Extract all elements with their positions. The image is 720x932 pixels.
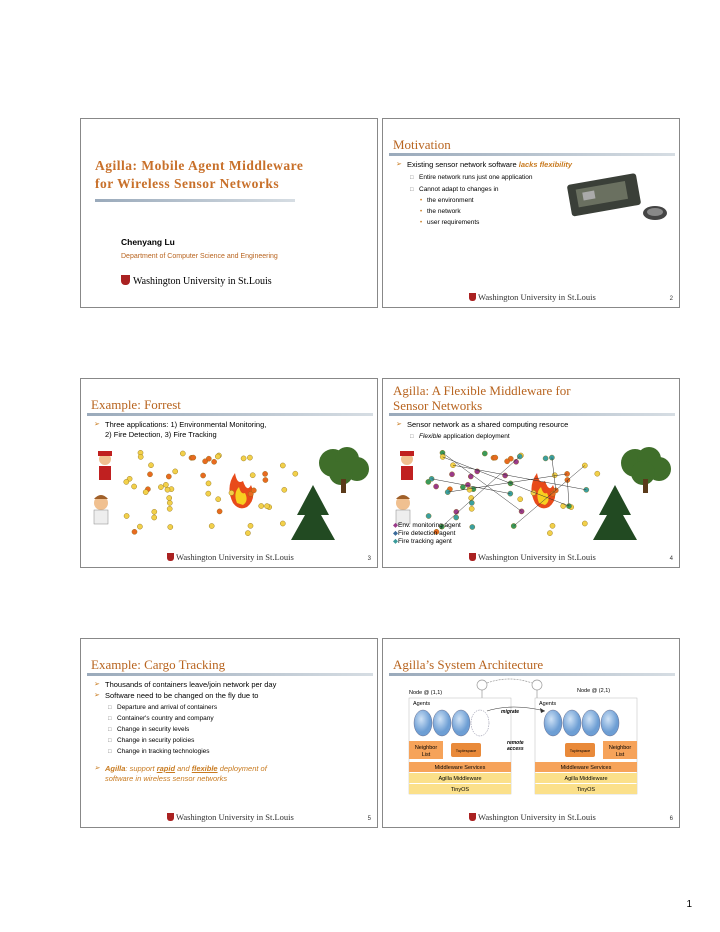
page-number: 1 [686, 899, 692, 910]
footer-logo: Washington University in St.Louis [167, 812, 294, 822]
sensor-node [469, 506, 474, 511]
pine-tree-icon [291, 485, 335, 540]
firefighter-icon [400, 451, 414, 480]
sensor-node [180, 451, 185, 456]
sensor-node [166, 474, 171, 479]
sensor-node [132, 484, 137, 489]
sub-bullet: □ Change in security policies [117, 736, 194, 746]
neighbor-label: Neighbor [414, 745, 438, 751]
sensor-node [168, 524, 173, 529]
sensor-node [124, 513, 129, 518]
list-label: List [615, 752, 625, 758]
sensor-node [280, 521, 285, 526]
sensor-node [264, 504, 269, 509]
sub-sub-bullet: • user requirements [427, 218, 479, 228]
slide-1 [80, 118, 378, 308]
sensor-node [468, 474, 473, 479]
sensor-node [158, 485, 163, 490]
footer-logo: Washington University in St.Louis [469, 812, 596, 822]
sensor-node [469, 495, 474, 500]
sensor-node [293, 471, 298, 476]
tree-icon [319, 447, 369, 493]
node1-label: Node @ (1,1) [409, 690, 443, 696]
sensor-node [124, 479, 129, 484]
sensor-node [241, 456, 246, 461]
sensor-node [426, 513, 431, 518]
sensor-node [203, 459, 208, 464]
title-rule [87, 673, 373, 676]
sensor-node [493, 455, 498, 460]
slide-number: 3 [367, 556, 371, 562]
sensor-node [561, 503, 566, 508]
slide-number: 5 [367, 816, 371, 822]
mw-services-label: Middleware Services [434, 765, 486, 771]
sub-bullet: □ Entire network runs just one application [419, 173, 532, 183]
slide-5-title: Example: Cargo Tracking [91, 657, 226, 672]
title-rule [87, 413, 373, 416]
agilla-mw-label: Agilla Middleware [564, 776, 608, 782]
sensor-node [263, 471, 268, 476]
sensor-node [212, 459, 217, 464]
agilla-bullet: ➢ Agilla: support rapid and flexible deployment of software in wireless sensor networks [105, 764, 267, 784]
author: Chenyang Lu [121, 237, 175, 247]
sensor-node [547, 531, 552, 536]
sensor-node [217, 509, 222, 514]
access-label: access [507, 746, 524, 752]
sensor-node [426, 479, 431, 484]
sensor-node [167, 500, 172, 505]
sensor-node [248, 523, 253, 528]
slide-6-title: Agilla’s System Architecture [393, 657, 544, 672]
sensor-node [582, 521, 587, 526]
agents-label: Agents [539, 701, 557, 707]
bullet: ➢ Sensor network as a shared computing resource [407, 420, 568, 430]
sensor-node [584, 487, 589, 492]
remote-label: remote [507, 740, 524, 746]
sensor-node [595, 471, 600, 476]
slide-5 [80, 638, 378, 828]
sensor-node [470, 524, 475, 529]
sensor-node [434, 484, 439, 489]
bullet: ➢ Existing sensor network software lacks flexibility [407, 160, 572, 170]
sub-bullet: □ Change in tracking technologies [117, 747, 210, 757]
sensor-node [152, 515, 157, 520]
sub-sub-bullet: • the network [427, 207, 461, 217]
title-rule [389, 153, 675, 156]
slide-1-title: Agilla: Mobile Agent Middleware for Wireless Sensor Networks [95, 158, 304, 191]
agent-legend: ◆Env. monitoring agent ◆Fire detection agent ◆Fire tracking agent [393, 522, 461, 545]
tinyos-label: TinyOS [576, 787, 596, 793]
sensor-node [163, 482, 168, 487]
footer-logo: Washington University in St.Louis [469, 292, 596, 302]
slide-3-title: Example: Forrest [91, 397, 181, 412]
node2-label: Node @ (2,1) [577, 688, 611, 694]
sensor-node [209, 523, 214, 528]
title-rule [389, 413, 675, 416]
sensor-node [216, 497, 221, 502]
sensor-node [518, 497, 523, 502]
sensor-node [482, 451, 487, 456]
slide-number: 6 [669, 816, 673, 822]
department: Department of Computer Science and Engineering [121, 253, 278, 260]
sensor-node [147, 472, 152, 477]
sensor-node [148, 463, 153, 468]
sensor-node [282, 487, 287, 492]
agilla-mw-label: Agilla Middleware [438, 776, 482, 782]
sensor-node [167, 495, 172, 500]
tinyos-label: TinyOS [450, 787, 470, 793]
tuplespace-label: Tuplespace [569, 748, 591, 753]
scientist-icon [396, 495, 410, 524]
slide-2 [382, 118, 680, 308]
agents-label: Agents [413, 701, 431, 707]
sensor-node [280, 463, 285, 468]
forest-illustration [85, 445, 375, 545]
sensor-node [467, 487, 472, 492]
sensor-node [503, 473, 508, 478]
sensor-node [247, 455, 252, 460]
sub-bullet: □ Container's country and company [117, 714, 214, 724]
slide-2-title: Motivation [393, 137, 451, 152]
migrate-label: migrate [501, 709, 520, 715]
sensor-node [250, 473, 255, 478]
sensor-node [508, 491, 513, 496]
sensor-node [132, 529, 137, 534]
sensor-node [138, 454, 143, 459]
slide-4-title: Agilla: A Flexible Middleware for Sensor Networks [393, 383, 571, 413]
sensor-node [137, 524, 142, 529]
neighbor-label: Neighbor [608, 745, 632, 751]
bullet: ➢ Three applications: 1) Environmental Monitoring, 2) Fire Detection, 3) Fire Tracking [105, 420, 266, 440]
bullet: ➢ Thousands of containers leave/join network per day [105, 680, 276, 690]
sensor-node [167, 506, 172, 511]
sensor-node [263, 477, 268, 482]
sensor-node [191, 455, 196, 460]
sensor-node [465, 482, 470, 487]
sensor-node [449, 472, 454, 477]
pine-tree-icon [593, 485, 637, 540]
wustl-logo: Washington University in St.Louis [121, 275, 272, 287]
sensor-node [201, 473, 206, 478]
slide-4 [382, 378, 680, 568]
sensor-node [165, 487, 170, 492]
sensor-node [173, 469, 178, 474]
slide-6 [382, 638, 680, 828]
list-label: List [421, 752, 431, 758]
sensor-node [251, 488, 256, 493]
sensor-node [206, 481, 211, 486]
sub-sub-bullet: • the environment [427, 196, 474, 206]
slide-3 [80, 378, 378, 568]
sub-bullet: □ Flexible application deployment [419, 432, 510, 442]
agent-path [514, 466, 585, 527]
tree-icon [621, 447, 671, 493]
sub-bullet: □ Departure and arrival of containers [117, 703, 217, 713]
title-rule [95, 199, 295, 202]
architecture-diagram [387, 677, 677, 797]
tuplespace-label: Tuplespace [455, 748, 477, 753]
sensor-mote-image [563, 169, 673, 229]
sensor-node [229, 490, 234, 495]
firefighter-icon [98, 451, 112, 480]
slide-number: 2 [669, 296, 673, 302]
sensor-node [215, 454, 220, 459]
mw-services-label: Middleware Services [560, 765, 612, 771]
sensor-node [259, 503, 264, 508]
bullet: ➢ Software need to be changed on the fly due to [105, 691, 258, 701]
sensor-node [143, 490, 148, 495]
sub-bullet: □ Cannot adapt to changes in [419, 185, 499, 195]
slide-number: 4 [669, 556, 673, 562]
scientist-icon [94, 495, 108, 524]
sensor-node [245, 531, 250, 536]
footer-logo: Washington University in St.Louis [469, 552, 596, 562]
sub-bullet: □ Change in security levels [117, 725, 189, 735]
footer-logo: Washington University in St.Louis [167, 552, 294, 562]
sensor-node [543, 456, 548, 461]
agent-path [567, 480, 569, 506]
sensor-node [552, 473, 557, 478]
agent-path [443, 457, 569, 506]
sensor-node [550, 523, 555, 528]
sensor-node [206, 491, 211, 496]
sensor-node [505, 459, 510, 464]
title-rule [389, 673, 675, 676]
sensor-node [152, 509, 157, 514]
